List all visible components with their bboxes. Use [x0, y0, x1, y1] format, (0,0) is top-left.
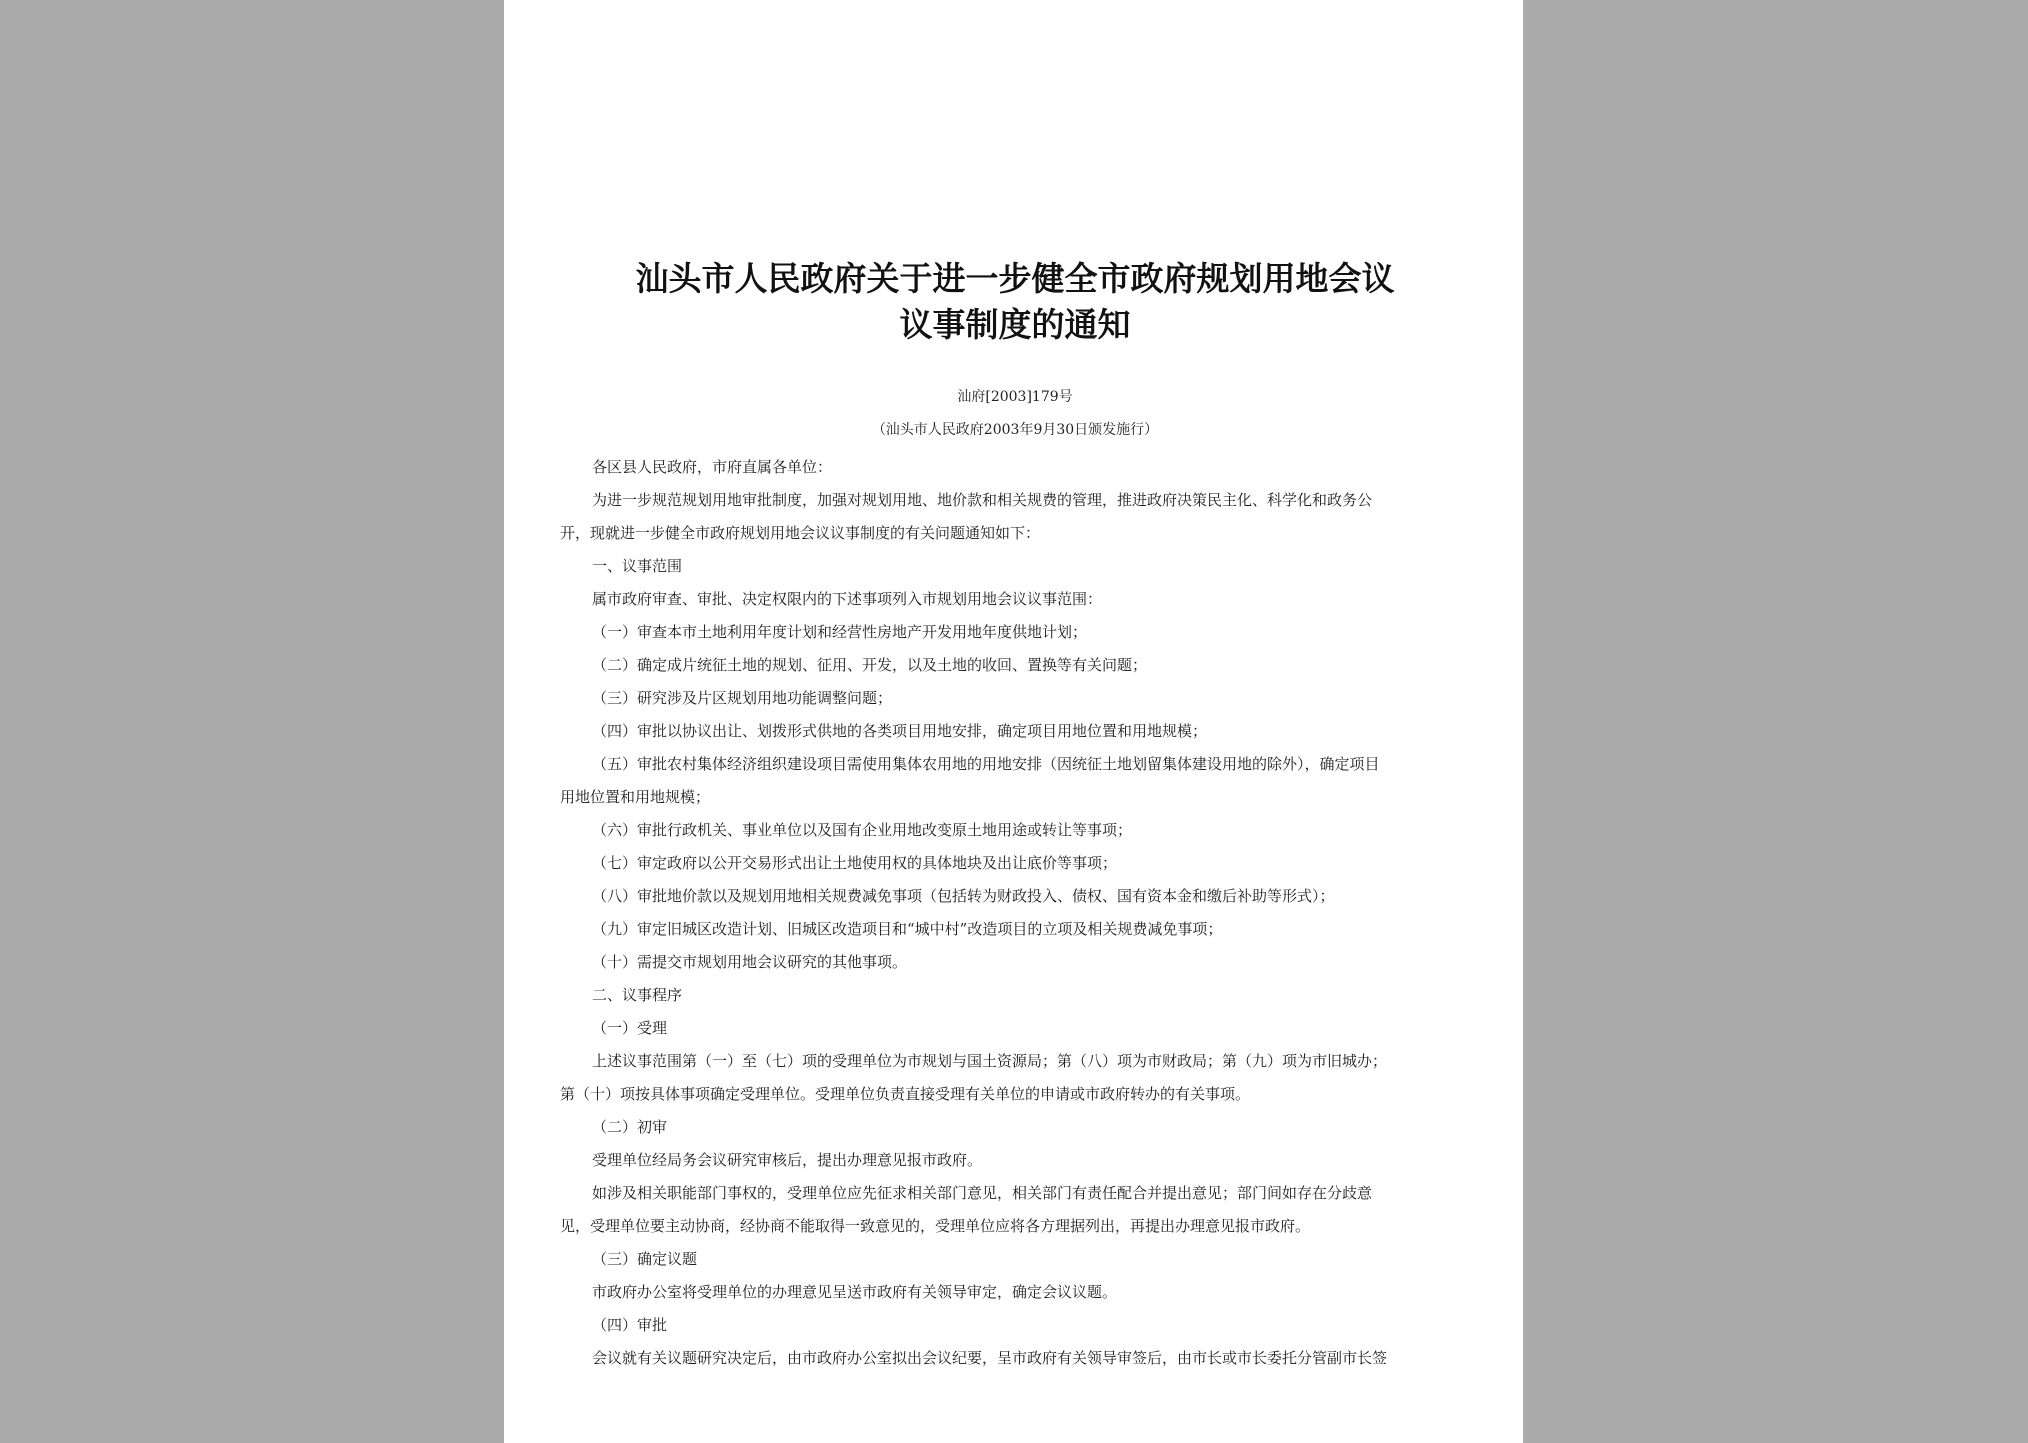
subsection-heading: （一）受理 [592, 1019, 668, 1037]
list-item: （七）审定政府以公开交易形式出让土地使用权的具体地块及出让底价等事项； [592, 854, 1118, 872]
paragraph-cont: 见，受理单位要主动协商，经协商不能取得一致意见的，受理单位应将各方理据列出，再提出办理意见报市政府。 [560, 1217, 1311, 1235]
paragraph: 属市政府审查、审批、决定权限内的下述事项列入市规划用地会议议事范围： [592, 590, 1103, 608]
list-item: （一）审查本市土地利用年度计划和经营性房地产开发用地年度供地计划； [592, 623, 1088, 641]
list-item: （十）需提交市规划用地会议研究的其他事项。 [592, 953, 908, 971]
title-line-1: 汕头市人民政府关于进一步健全市政府规划用地会议 [635, 259, 1395, 298]
issue-note: （汕头市人民政府2003年9月30日颁发施行） [871, 422, 1159, 438]
paragraph-salutation: 各区县人民政府，市府直属各单位： [592, 458, 833, 476]
list-item: （五）审批农村集体经济组织建设项目需使用集体农用地的用地安排（因统征土地划留集体建设用地的除外），确定项目 [592, 755, 1380, 773]
title-line-2: 议事制度的通知 [899, 305, 1131, 344]
paragraph-intro-cont: 开，现就进一步健全市政府规划用地会议议事制度的有关问题通知如下： [560, 524, 1041, 542]
list-item: （四）审批以协议出让、划拨形式供地的各类项目用地安排，确定项目用地位置和用地规模； [592, 722, 1208, 740]
document-title [560, 256, 1470, 348]
paragraph: 受理单位经局务会议研究审核后，提出办理意见报市政府。 [592, 1151, 983, 1169]
list-item: （九）审定旧城区改造计划、旧城区改造项目和“城中村”改造项目的立项及相关规费减免事项； [592, 920, 1223, 938]
document-number: 汕府[2003]179号 [957, 389, 1073, 405]
list-item: （二）确定成片统征土地的规划、征用、开发，以及土地的收回、置换等有关问题； [592, 656, 1148, 674]
paragraph: 上述议事范围第（一）至（七）项的受理单位为市规划与国土资源局；第（八）项为市财政局；第（九）项为市旧城办； [592, 1052, 1388, 1070]
list-item: （六）审批行政机关、事业单位以及国有企业用地改变原土地用途或转让等事项； [592, 821, 1133, 839]
section-heading-1: 一、议事范围 [592, 557, 683, 575]
document-body [560, 451, 1470, 1375]
paragraph-cont: 第（十）项按具体事项确定受理单位。受理单位负责直接受理有关单位的申请或市政府转办的有关事项。 [560, 1085, 1251, 1103]
paragraph: 会议就有关议题研究决定后，由市政府办公室拟出会议纪要，呈市政府有关领导审签后，由市长或市长委托分管副市长签 [592, 1349, 1388, 1367]
document-page [504, 0, 1523, 1443]
list-item: （三）研究涉及片区规划用地功能调整问题； [592, 689, 893, 707]
subsection-heading: （二）初审 [592, 1118, 668, 1136]
section-heading-2: 二、议事程序 [592, 986, 683, 1004]
list-item-cont: 用地位置和用地规模； [560, 788, 711, 806]
paragraph: 市政府办公室将受理单位的办理意见呈送市政府有关领导审定，确定会议议题。 [592, 1283, 1118, 1301]
paragraph-intro: 为进一步规范规划用地审批制度，加强对规划用地、地价款和相关规费的管理，推进政府决策民主化、科学化和政务公 [592, 491, 1373, 509]
paragraph: 如涉及相关职能部门事权的，受理单位应先征求相关部门意见，相关部门有责任配合并提出意见；部门间如存在分歧意 [592, 1184, 1373, 1202]
list-item: （八）审批地价款以及规划用地相关规费减免事项（包括转为财政投入、债权、国有资本金和缴后补助等形式）； [592, 887, 1335, 905]
subsection-heading: （四）审批 [592, 1316, 668, 1334]
subsection-heading: （三）确定议题 [592, 1250, 698, 1268]
